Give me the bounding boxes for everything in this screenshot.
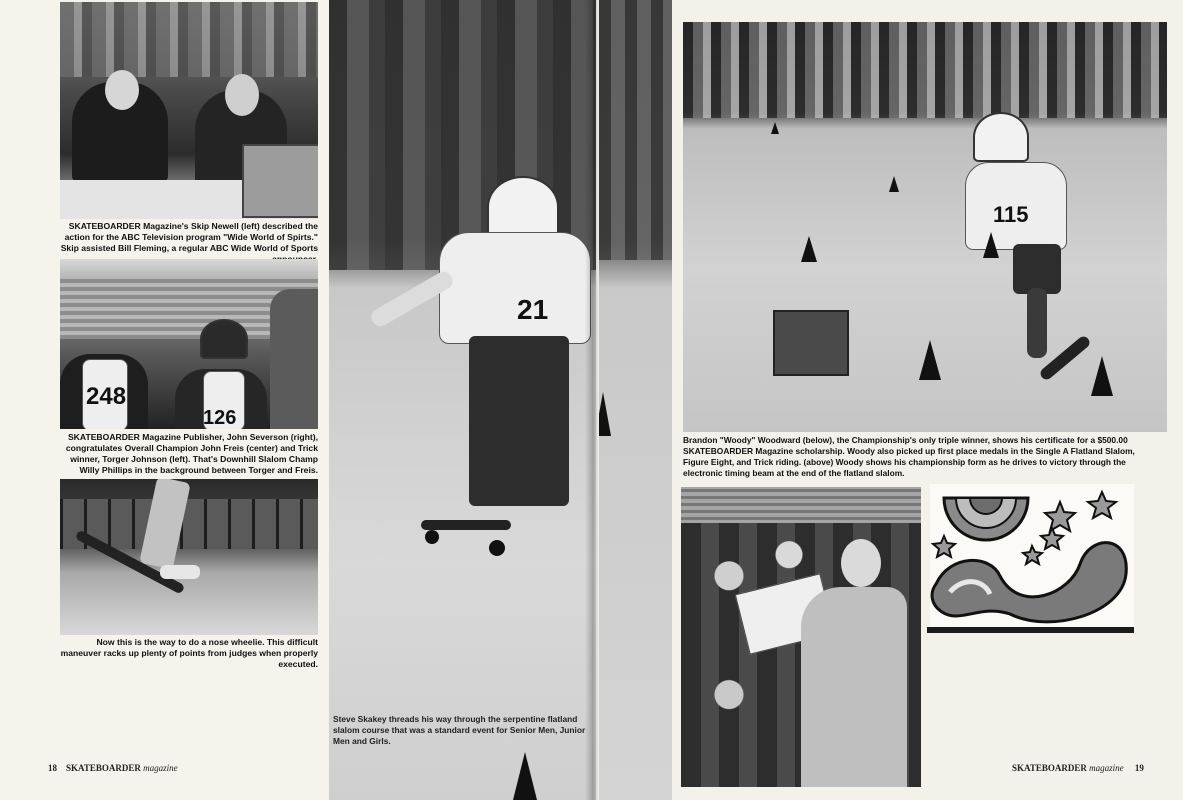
cone-6 — [983, 232, 999, 258]
star-icon-4 — [933, 536, 955, 557]
star-icon-1 — [1045, 502, 1075, 531]
john-severson — [270, 289, 318, 429]
cone-1 — [771, 122, 779, 134]
star-icon-3 — [1041, 528, 1063, 549]
caption-severson: SKATEBOARDER Magazine Publisher, John Severson (right), congratulates Overall Champion John Freis (center) and Trick winner, Torger Johnson (left). That's Downhill Slalom Champ Willy Phillips in the background between Torger and Freis. — [65, 432, 318, 475]
star-icon-2 — [1088, 492, 1116, 518]
folio-right — [1012, 763, 1144, 773]
folio-page-number: 18 — [48, 763, 57, 773]
cone-4 — [919, 340, 941, 380]
announcer-right-head — [225, 74, 259, 116]
folio-magazine-suffix-right: magazine — [1089, 763, 1124, 773]
photo-nose-wheelie — [60, 479, 318, 635]
page-gutter — [585, 0, 599, 800]
folio-left — [48, 763, 178, 773]
nose-wheelie-shoes — [160, 565, 200, 579]
freis-number: 126 — [203, 407, 237, 429]
photo-woody-flatland-slalom — [683, 22, 1167, 432]
timing-box — [773, 310, 849, 376]
slalom-cone-gutter — [599, 392, 611, 436]
steve-shirt — [439, 232, 591, 344]
photo-skip-newell-broadcast — [60, 2, 318, 219]
folio-magazine-suffix: magazine — [143, 763, 178, 773]
torger-number: 248 — [86, 383, 127, 410]
cone-3 — [801, 236, 817, 262]
woody-shorts — [1013, 244, 1061, 294]
caption-skip-newell: SKATEBOARDER Magazine's Skip Newell (left) described the action for the ABC Television program "Wide World of Spirts." Skip assisted Bill Fleming, a regular ABC Wide World of Sports — [60, 221, 318, 253]
folio-magazine-name: SKATEBOARDER — [66, 763, 141, 773]
woody-jacket — [801, 587, 907, 787]
caption-steve-skakey: Steve Skakey threads his way through the serpentine flatland slalom course that was a standard event for Senior Men, Junior Men and Girls. — [333, 714, 586, 746]
cone-2 — [889, 176, 899, 192]
cone-5 — [1091, 356, 1113, 396]
star-icon-5 — [1023, 546, 1042, 564]
photo-steve-skakey-slalom — [329, 0, 596, 800]
crowd-background — [60, 2, 318, 77]
photo-woody-certificate — [681, 487, 921, 787]
steve-skateboard — [421, 520, 511, 530]
decorative-rainbow-star-art — [930, 484, 1134, 632]
tv-monitor — [242, 144, 318, 218]
caption-woody-woodward: Brandon "Woody" Woodward (below), the Championship's only triple winner, shows his certificate for a $500.00 SKATEBOARDER Magazine scholarship. Woody also picked up first place medals in the Single A Flatland Slalom, Figure Eight, and Trick riding. (above) Woody shows his championship form as he drives to victory through the electronic timing beam at the end of the flatland slalom. — [683, 435, 1135, 478]
announcer-left-head — [105, 70, 139, 110]
crowd-and-scaffold — [683, 22, 1167, 118]
art-underline-rule — [927, 627, 1134, 633]
woody-number: 115 — [993, 202, 1029, 227]
steve-pants — [469, 336, 569, 506]
woody-leg — [1027, 288, 1047, 358]
photo-severson-congratulates — [60, 259, 318, 429]
woody-helmet — [973, 112, 1029, 162]
freis-helmet — [200, 319, 248, 359]
steve-helmet — [487, 176, 559, 238]
steve-wheel-2 — [489, 540, 505, 556]
steve-number: 21 — [517, 294, 549, 325]
woody-head — [841, 539, 881, 587]
gutter-crowd — [599, 0, 672, 260]
photo-steve-skakey-gutter-continuation — [599, 0, 672, 800]
slalom-cone-bottom — [513, 752, 537, 800]
caption-nose-wheelie: Now this is the way to do a nose wheelie. This difficult maneuver racks up plenty of points from judges when properly executed. — [60, 637, 318, 669]
steve-wheel-1 — [425, 530, 439, 544]
folio-page-number-right: 19 — [1134, 763, 1144, 773]
stadium-seats-cert — [681, 487, 921, 527]
folio-magazine-name-right: SKATEBOARDER — [1012, 763, 1087, 773]
